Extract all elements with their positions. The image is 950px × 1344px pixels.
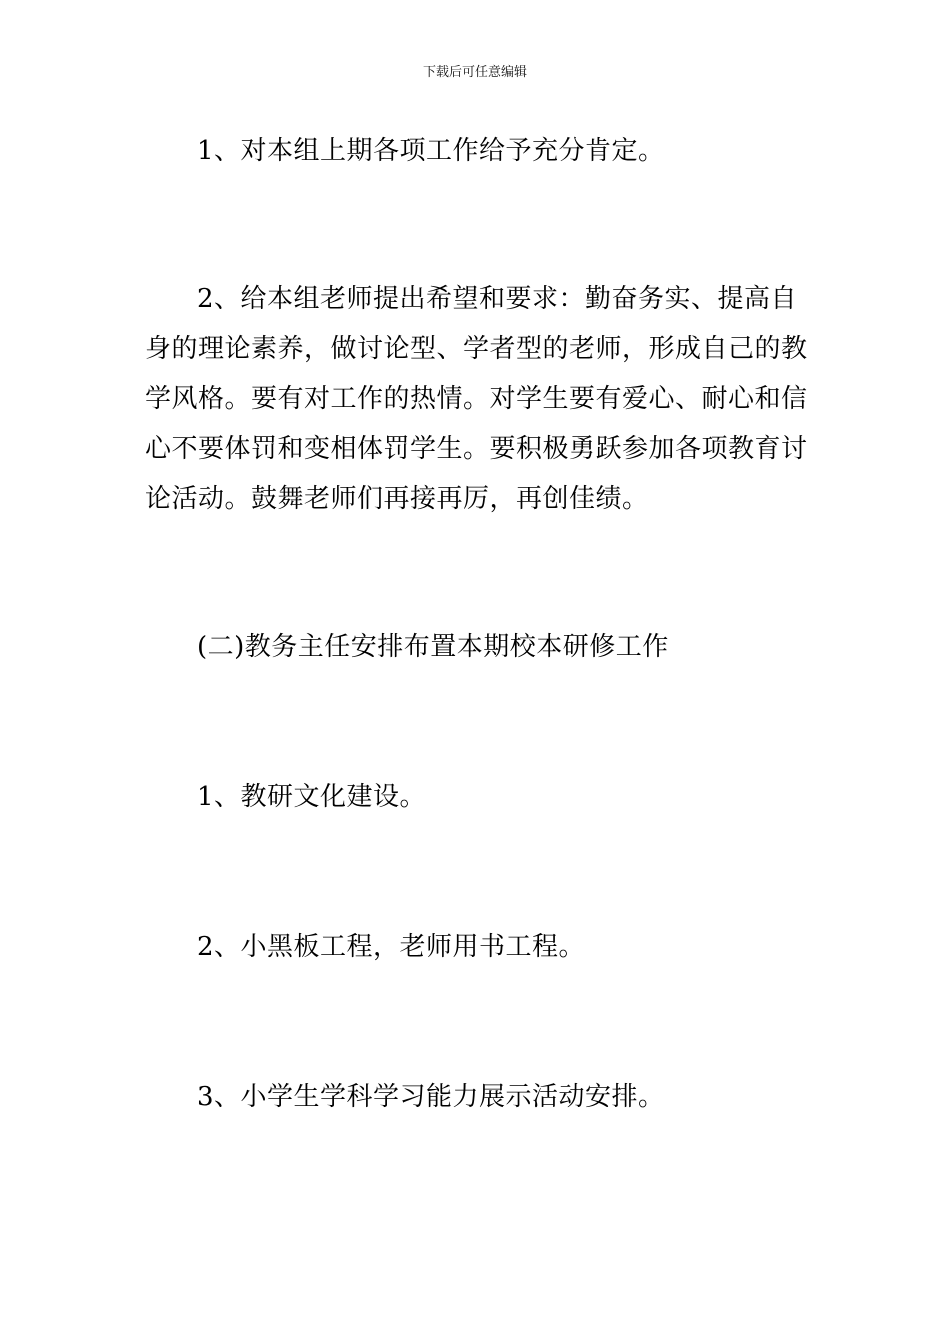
- paragraph-praise-work: 1、对本组上期各项工作给予充分肯定。: [197, 136, 665, 166]
- section-heading-research-work: (二)教务主任安排布置本期校本研修工作: [197, 632, 669, 662]
- paragraph-teacher-requirements: 2、给本组老师提出希望和要求：勤奋务实、提高自身的理论素养，做讨论型、学者型的老师，形成自己的教学风格。要有对工作的热情。对学生要有爱心、耐心和信心不要体罚和变相体罚学生。要积极勇跃参加各项教育讨论活动。鼓舞老师们再接再厉，再创佳绩。: [145, 284, 808, 514]
- header-note: 下载后可任意编辑: [422, 65, 527, 80]
- list-item-culture-building: 1、教研文化建设。: [197, 782, 427, 812]
- list-item-blackboard-project: 2、小黑板工程，老师用书工程。: [197, 932, 586, 962]
- list-item-student-showcase: 3、小学生学科学习能力展示活动安排。: [197, 1082, 665, 1112]
